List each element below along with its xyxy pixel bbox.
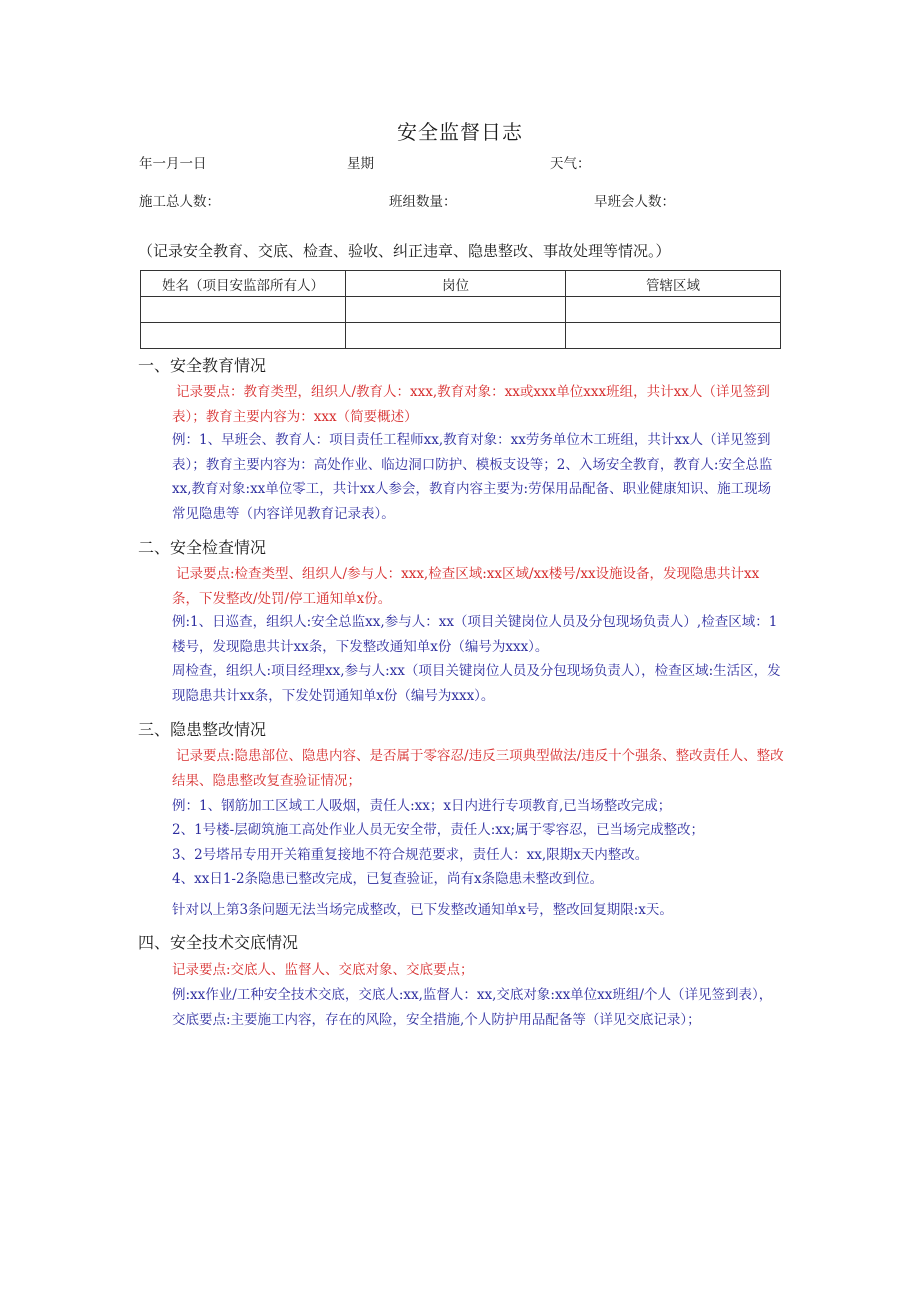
inspection-example-daily: 例:1、日巡查，组织人:安全总监xx,参与人：xx（项目关键岗位人员及分包现场负责人）,检查区域：1楼号，发现隐患共计xx条，下发整改通知单x份（编号为xxx）。: [172, 614, 778, 655]
table-cell[interactable]: [141, 323, 346, 349]
table-cell[interactable]: [141, 297, 346, 323]
table-row: [141, 323, 781, 349]
table-cell[interactable]: [566, 297, 781, 323]
rectification-followup: 针对以上第3条问题无法当场完成整改，已下发整改通知单x号，整改回复期限:x天。: [172, 902, 673, 918]
table-cell[interactable]: [346, 297, 566, 323]
date-field: 年一月一日: [139, 156, 207, 172]
record-note: （记录安全教育、交底、检查、验收、纠正违章、隐患整改、事故处理等情况。）: [138, 242, 671, 260]
weather-field: 天气：: [550, 156, 591, 172]
team-count-field: 班组数量：: [389, 194, 457, 210]
section-heading-technical-briefing: 四、安全技术交底情况: [138, 933, 299, 952]
table-header-row: [141, 271, 781, 297]
column-header-position: 岗位: [346, 271, 566, 297]
rectification-item: 2、1号楼-层砌筑施工高处作业人员无安全带，责任人:xx;属于零容忍，已当场完成整改；: [172, 822, 705, 838]
education-record-points: 记录要点：教育类型，组织人/教育人：xxx,教育对象：xx或xxx单位xxx班组，共计xx人（详见签到表）；教育主要内容为：xxx（简要概述）: [172, 384, 770, 425]
section-heading-rectification: 三、隐患整改情况: [138, 720, 267, 739]
table-cell[interactable]: [346, 323, 566, 349]
inspection-example-weekly: 周检查，组织人:项目经理xx,参与人:xx（项目关键岗位人员及分包现场负责人），检查区域:生活区，发现隐患共计xx条，下发处罚通知单x份（编号为xxx）。: [172, 663, 781, 704]
education-example: 例：1、早班会、教育人：项目责任工程师xx,教育对象：xx劳务单位木工班组，共计xx人（详见签到表）；教育主要内容为：高处作业、临边洞口防护、模板支设等；2、入场安全教育，教育人:安全总监xx,教育对象:xx单位零工，共计xx人参会，教育内容主要为:劳保用品配备、职业健康知识、施工现场常见隐患等（内容详见教育记录表）。: [172, 432, 773, 522]
rectification-item: 4、xx日1-2条隐患已整改完成，已复查验证，尚有x条隐患未整改到位。: [172, 871, 604, 887]
briefing-example: 例:xx作业/工种安全技术交底，交底人:xx,监督人：xx,交底对象:xx单位xx班组/个人（详见签到表），交底要点:主要施工内容，存在的风险，安全措施,个人防护用品配备等（详见交底记录）；: [172, 987, 773, 1028]
morning-meeting-field: 早班会人数：: [594, 194, 675, 210]
weekday-field: 星期: [347, 156, 374, 172]
rectification-record-points: 记录要点:隐患部位、隐患内容、是否属于零容忍/违反三项典型做法/违反十个强条、整改责任人、整改结果、隐患整改复查验证情况；: [172, 748, 784, 789]
column-header-area: 管辖区域: [566, 271, 781, 297]
page-title: 安全监督日志: [397, 120, 523, 144]
column-header-name: 姓名（项目安监部所有人）: [141, 271, 346, 297]
section-heading-education: 一、安全教育情况: [138, 356, 267, 375]
rectification-item: 3、2号塔吊专用开关箱重复接地不符合规范要求，责任人：xx,限期x天内整改。: [172, 847, 649, 863]
briefing-record-points: 记录要点:交底人、监督人、交底对象、交底要点；: [172, 962, 474, 978]
table-cell[interactable]: [566, 323, 781, 349]
table-row: [141, 297, 781, 323]
inspection-record-points: 记录要点:检查类型、组织人/参与人：xxx,检查区域:xx区域/xx楼号/xx设施设备，发现隐患共计xx条，下发整改/处罚/停工通知单x份。: [172, 566, 760, 607]
rectification-item: 例：1、钢筋加工区域工人吸烟，责任人:xx；x日内进行专项教育,已当场整改完成；: [172, 798, 672, 814]
section-heading-inspection: 二、安全检查情况: [138, 538, 267, 557]
total-workers-field: 施工总人数：: [139, 194, 220, 210]
staff-table: [140, 270, 781, 349]
